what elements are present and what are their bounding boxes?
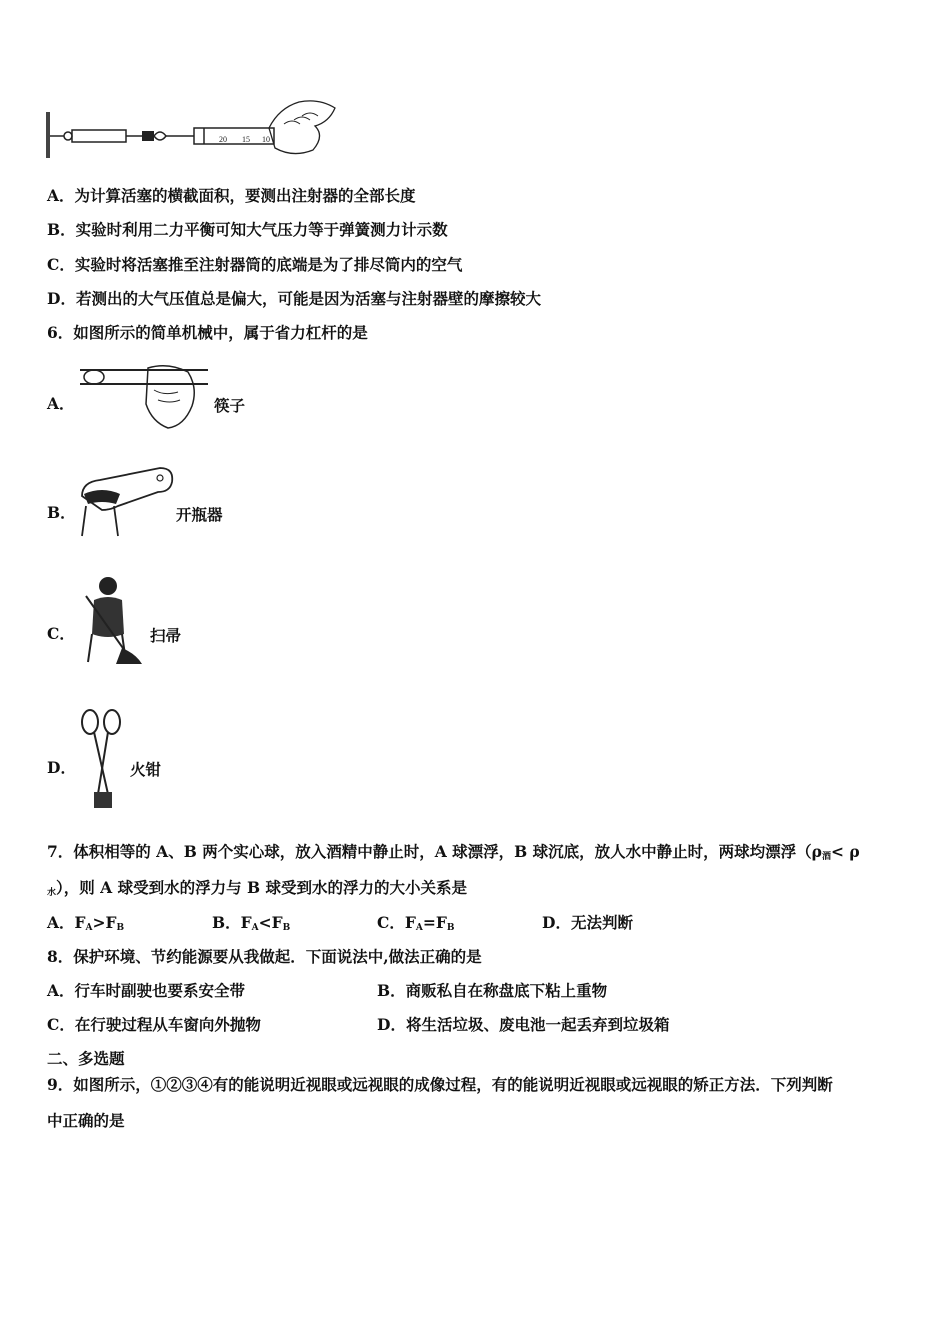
q7-option-d: D．无法判断 [542,913,633,932]
q6-option-a-caption: 筷子 [214,396,246,415]
q6-option-a-letter: A． [47,394,75,413]
q8-option-b: B．商贩私自在称盘底下粘上重物 [377,981,608,1000]
q5-option-a: A．为计算活塞的横截面积，要测出注射器的全部长度 [47,186,416,205]
q6-option-d-letter: D． [47,758,76,777]
q5-option-c: C．实验时将活塞推至注射器筒的底端是为了排尽筒内的空气 [47,255,463,274]
q7-stem-line1: 7．体积相等的 A、B 两个实心球，放入酒精中静止时，A 球漂浮，B 球沉底，放人水中静止时，两球均漂浮（$\rho_酒< \rho$ [47,842,860,862]
section-title: 二、多选题 [47,1049,125,1068]
fire-tongs-icon [78,708,126,812]
q6-option-c-letter: C． [47,624,75,643]
q5-option-b: B．实验时利用二力平衡可知大气压力等于弹簧测力计示数 [47,220,448,239]
q8-option-c: C．在行驶过程从车窗向外抛物 [47,1015,261,1034]
q5-option-d: D．若测出的大气压值总是偏大，可能是因为活塞与注射器壁的摩擦较大 [47,289,541,308]
scale-tick-label: 15 [242,135,250,144]
q6-option-b-caption: 开瓶器 [176,505,223,524]
q6-option-c-caption: 扫帚 [150,626,182,645]
q8-stem: 8．保护环境、节约能源要从我做起．下面说法中,做法正确的是 [47,947,482,966]
syringe-spring-scale-figure [44,98,336,160]
q6-stem: 6．如图所示的简单机械中，属于省力杠杆的是 [47,323,368,342]
q9-stem-line2: 中正确的是 [47,1111,125,1130]
q7-option-c: C．$F_A=F_B$ [377,913,455,933]
broom-icon [76,574,146,666]
q6-option-b-letter: B． [47,503,76,522]
q8-option-d: D．将生活垃圾、废电池一起丢弃到垃圾箱 [377,1015,670,1034]
scale-tick-label: 20 [219,135,227,144]
q9-stem-line1: 9．如图所示，①②③④有的能说明近视眼或远视眼的成像过程，有的能说明近视眼或远视眼的矫正方法．下列判断 [47,1075,833,1094]
q7-stem-line2: $_水$），则 A 球受到水的浮力与 B 球受到水的浮力的大小关系是 [47,878,467,898]
chopsticks-icon [78,360,212,430]
scale-tick-label: 10 [262,135,270,144]
q8-option-a: A．行车时副驶也要系安全带 [47,981,246,1000]
q6-option-d-caption: 火钳 [130,760,162,779]
q7-option-a: A．$F_A>F_B$ [47,913,125,933]
bottle-opener-icon [74,466,174,538]
q7-option-b: B．$F_A<F_B$ [212,913,291,933]
